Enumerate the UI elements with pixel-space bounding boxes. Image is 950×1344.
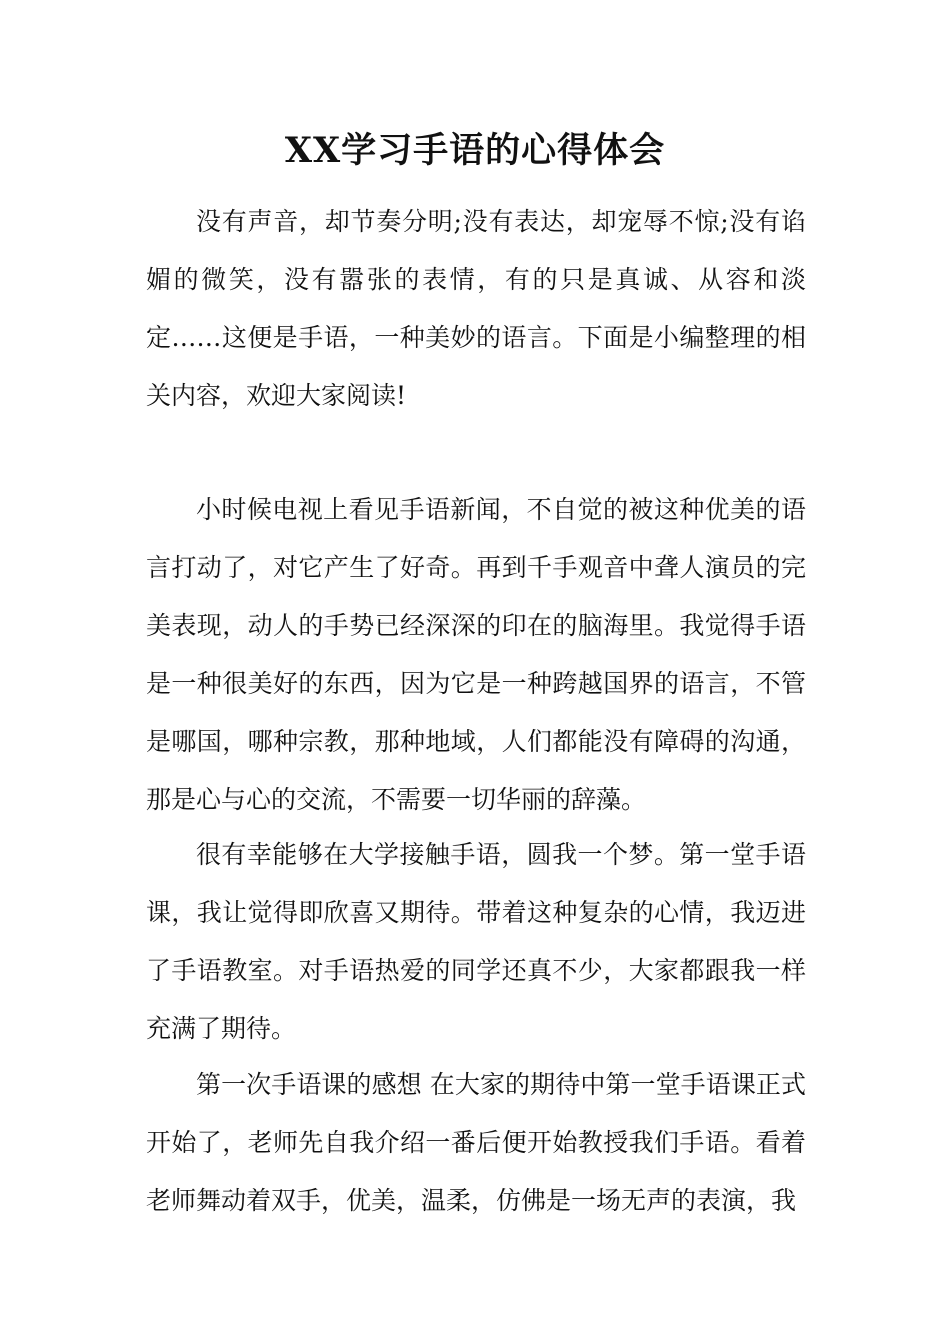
paragraph-intro: 没有声音，却节奏分明;没有表达，却宠辱不惊;没有谄媚的微笑，没有嚣张的表情，有的只是真诚、从容和淡定……这便是手语，一种美妙的语言。下面是小编整理的相关内容，欢迎大家阅读! xyxy=(146,207,806,410)
paragraph-university: 很有幸能够在大学接触手语，圆我一个梦。第一堂手语课，我让觉得即欣喜又期待。带着这种复杂的心情，我迈进了手语教室。对手语热爱的同学还真不少，大家都跟我一样充满了期待。 xyxy=(146,840,806,1043)
paragraph-first-class: 第一次手语课的感想 在大家的期待中第一堂手语课正式开始了，老师先自我介绍一番后便开始教授我们手语。看着老师舞动着双手，优美，温柔，仿佛是一场无声的表演，我 xyxy=(146,1070,806,1215)
paragraph-childhood: 小时候电视上看见手语新闻，不自觉的被这种优美的语言打动了，对它产生了好奇。再到千手观音中聋人演员的完美表现，动人的手势已经深深的印在的脑海里。我觉得手语是一种很美好的东西，因为它是一种跨越国界的语言，不管是哪国，哪种宗教，那种地域，人们都能没有障碍的沟通，那是心与心的交流，不需要一切华丽的辞藻。 xyxy=(146,495,806,814)
document-title: XX学习手语的心得体会 xyxy=(284,130,666,171)
